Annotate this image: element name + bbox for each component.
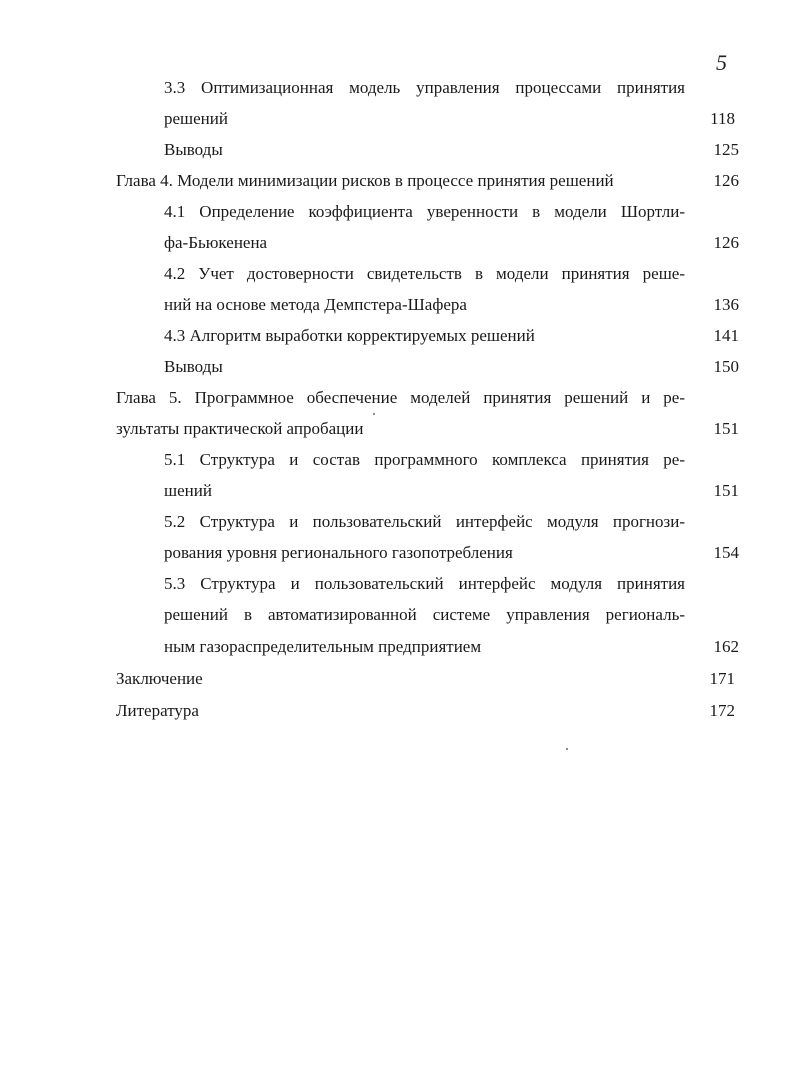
toc-entry-5-3-line-2: решений в автоматизированной системе управления региональ- xyxy=(164,605,685,624)
toc-chapter-5-line-1: Глава 5. Программное обеспечение моделей принятия решений и ре- xyxy=(116,388,685,407)
toc-entry-4-1-line-2: фа-Бьюкенена xyxy=(164,233,268,252)
toc-entry-ch4-conclusions: Выводы xyxy=(164,357,223,376)
handwritten-page-number: 5 xyxy=(716,50,727,75)
toc-entry-ch4-conclusions-page: 150 xyxy=(713,357,739,376)
toc-literature-page: 172 xyxy=(709,701,735,720)
toc-chapter-4-page: 126 xyxy=(713,171,739,190)
toc-entry-ch3-conclusions-page: 125 xyxy=(713,140,739,159)
toc-entry-3-3-page: 118 xyxy=(710,109,735,128)
toc-entry-5-1-line-1: 5.1 Структура и состав программного комплекса принятия ре- xyxy=(164,450,685,469)
toc-entry-4-2-line-2: ний на основе метода Демпстера-Шафера xyxy=(164,295,467,314)
toc-entry-5-2-line-2: рования уровня регионального газопотребления xyxy=(164,543,513,562)
toc-chapter-5-page: 151 xyxy=(713,419,739,438)
scan-speck xyxy=(566,748,568,750)
toc-entry-4-2-line-1: 4.2 Учет достоверности свидетельств в модели принятия реше- xyxy=(164,264,685,283)
toc-entry-5-2-line-1: 5.2 Структура и пользовательский интерфейс модуля прогнози- xyxy=(164,512,685,531)
toc-conclusion-page: 171 xyxy=(709,669,735,688)
toc-entry-4-1-line-1: 4.1 Определение коэффициента уверенности в модели Шортли- xyxy=(164,202,685,221)
toc-entry-3-3-line-1: 3.3 Оптимизационная модель управления процессами принятия xyxy=(164,78,685,97)
toc-entry-5-3-line-3: ным газораспределительным предприятием xyxy=(164,637,482,656)
toc-entry-5-1-page: 151 xyxy=(713,481,739,500)
toc-entry-4-3: 4.3 Алгоритм выработки корректируемых решений xyxy=(164,326,535,345)
toc-chapter-5-line-2: зультаты практической апробации xyxy=(116,419,364,438)
toc-entry-5-3-line-1: 5.3 Структура и пользовательский интерфейс модуля принятия xyxy=(164,574,685,593)
toc-entry-4-2-page: 136 xyxy=(713,295,739,314)
toc-entry-3-3-line-2: решений xyxy=(164,109,228,128)
toc-conclusion: Заключение xyxy=(116,669,203,688)
toc-entry-5-1-line-2: шений xyxy=(164,481,212,500)
toc-entry-5-2-page: 154 xyxy=(713,543,739,562)
scan-speck xyxy=(373,413,375,415)
toc-literature: Литература xyxy=(116,701,199,720)
toc-chapter-4: Глава 4. Модели минимизации рисков в процессе принятия решений xyxy=(116,171,614,190)
toc-entry-ch3-conclusions: Выводы xyxy=(164,140,223,159)
toc-entry-4-3-page: 141 xyxy=(713,326,739,345)
toc-entry-4-1-page: 126 xyxy=(713,233,739,252)
toc-entry-5-3-page: 162 xyxy=(713,637,739,656)
